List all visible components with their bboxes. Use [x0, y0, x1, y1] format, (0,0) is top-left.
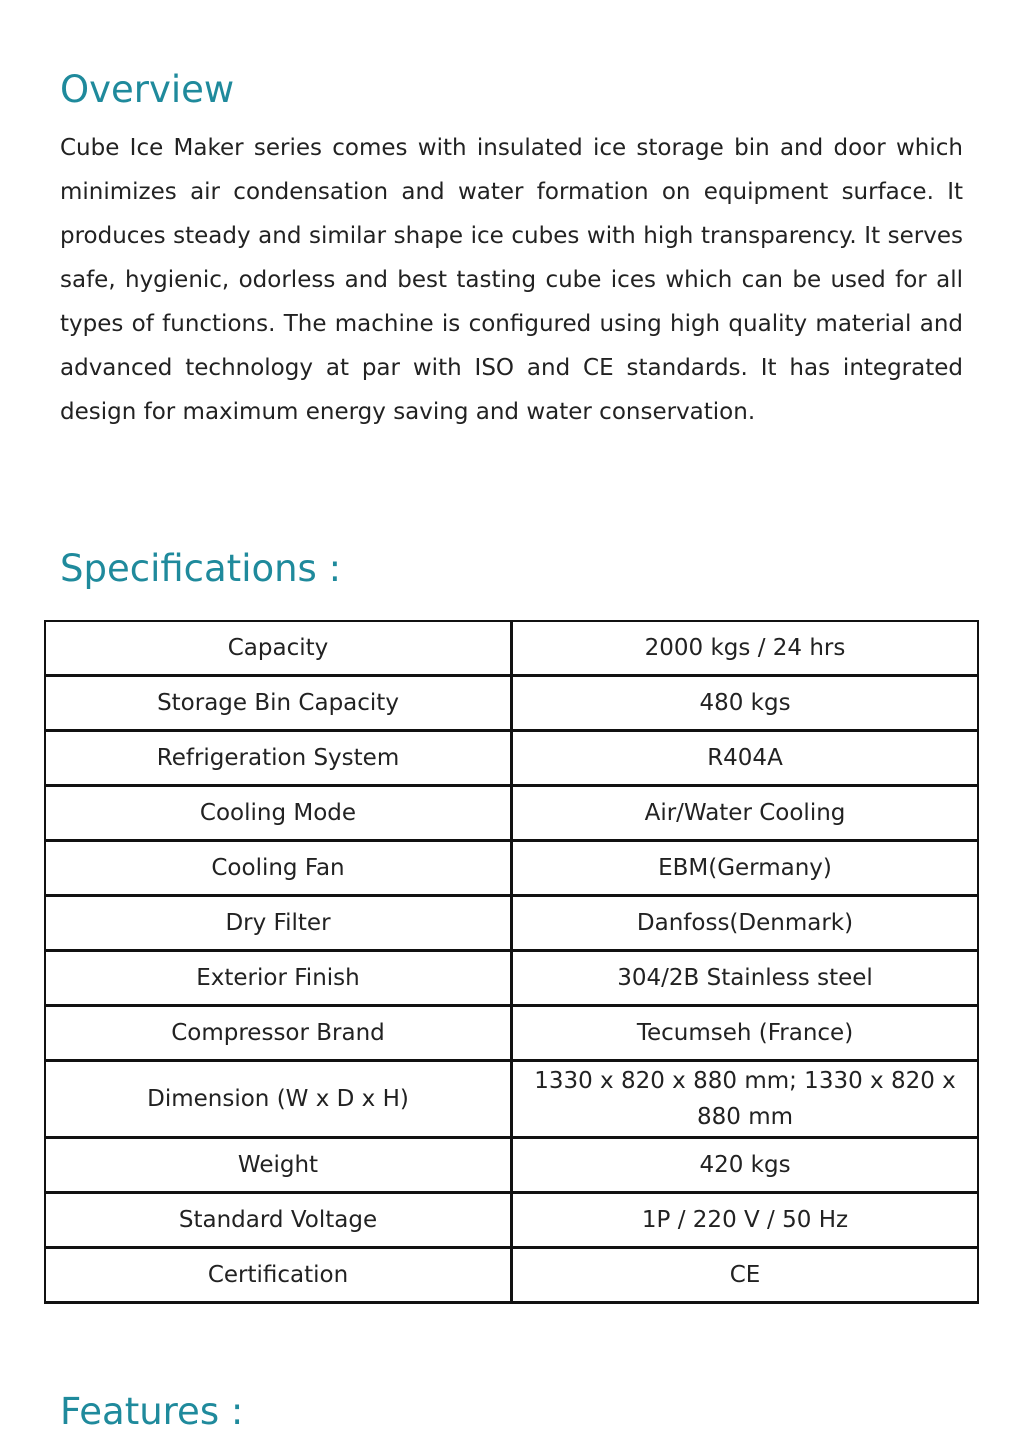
spec-label: Storage Bin Capacity	[45, 676, 512, 731]
spec-value: 480 kgs	[512, 676, 979, 731]
table-row	[45, 841, 978, 896]
spec-label: Capacity	[45, 621, 512, 676]
spec-label: Weight	[45, 1138, 512, 1193]
table-row	[45, 676, 978, 731]
table-row	[45, 1138, 978, 1193]
spec-value: 304/2B Stainless steel	[512, 951, 979, 1006]
table-row	[45, 731, 978, 786]
spec-label: Refrigeration System	[45, 731, 512, 786]
spec-value: R404A	[512, 731, 979, 786]
table-row	[45, 1006, 978, 1061]
spec-value: EBM(Germany)	[512, 841, 979, 896]
spec-label: Compressor Brand	[45, 1006, 512, 1061]
overview-heading: Overview	[60, 68, 235, 111]
table-row	[45, 1248, 978, 1303]
spec-value: Tecumseh (France)	[512, 1006, 979, 1061]
spec-value: Danfoss(Denmark)	[512, 896, 979, 951]
spec-label: Dimension (W x D x H)	[45, 1061, 512, 1138]
table-row	[45, 951, 978, 1006]
specifications-table	[44, 620, 979, 1304]
table-row	[45, 1061, 978, 1138]
table-row	[45, 1193, 978, 1248]
spec-value: 420 kgs	[512, 1138, 979, 1193]
table-row	[45, 896, 978, 951]
spec-value: CE	[512, 1248, 979, 1303]
spec-label: Dry Filter	[45, 896, 512, 951]
specifications-heading: Specifications :	[60, 547, 342, 590]
features-heading: Features :	[60, 1390, 244, 1433]
spec-value: Air/Water Cooling	[512, 786, 979, 841]
spec-label: Cooling Fan	[45, 841, 512, 896]
spec-label: Standard Voltage	[45, 1193, 512, 1248]
spec-label: Certification	[45, 1248, 512, 1303]
spec-value: 1P / 220 V / 50 Hz	[512, 1193, 979, 1248]
spec-value: 2000 kgs / 24 hrs	[512, 621, 979, 676]
spec-label: Cooling Mode	[45, 786, 512, 841]
table-row	[45, 786, 978, 841]
overview-paragraph: Cube Ice Maker series comes with insulated ice storage bin and door which minimizes air condensation and water formation on equipment surface. It produces steady and similar shape ice cubes with high transparency. It serves safe, hygienic, odorless and best tasting cube ices which can be used for all types of functions. The machine is configured using high quality material and advanced technology at par with ISO and CE standards. It has integrated design for maximum energy saving and water conservation.	[60, 135, 963, 425]
table-row	[45, 621, 978, 676]
spec-label: Exterior Finish	[45, 951, 512, 1006]
spec-value: 1330 x 820 x 880 mm; 1330 x 820 x 880 mm	[512, 1061, 979, 1138]
